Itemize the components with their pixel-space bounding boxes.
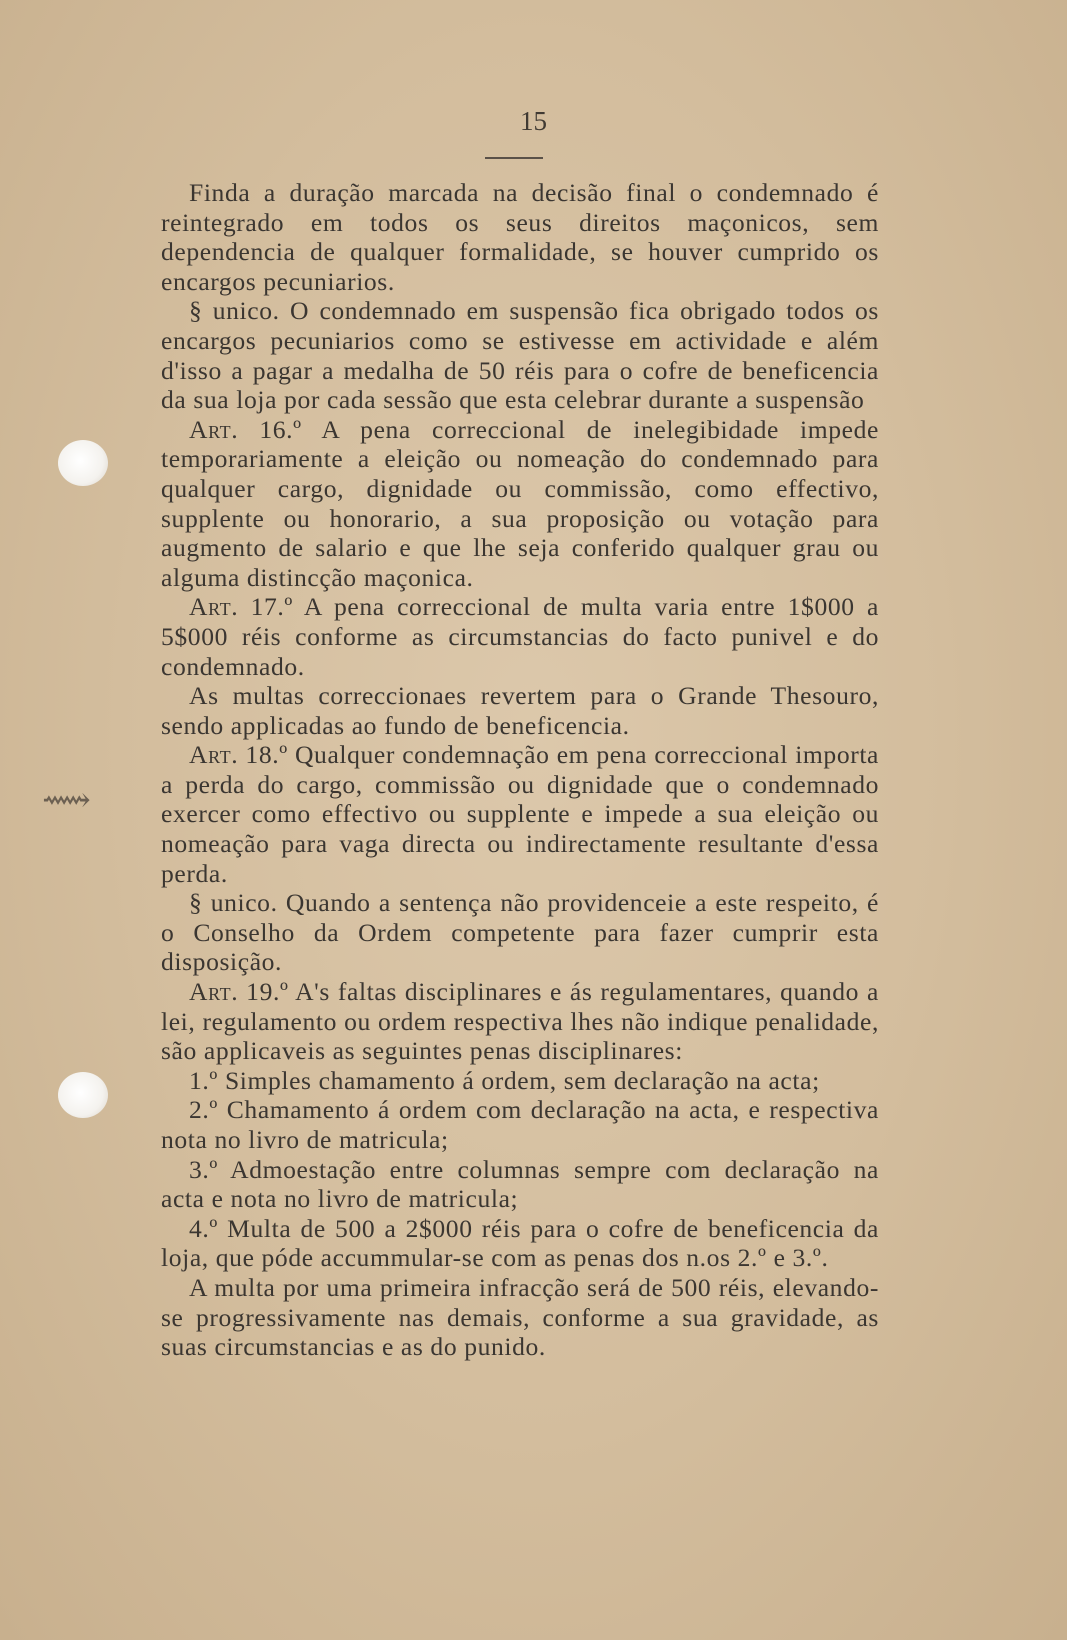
list-item-number: 4.º (189, 1213, 218, 1243)
article-text: A pena correccional de multa varia entre 1$000 a 5$000 réis conforme as circumstancias do facto punivel e do condemnado. (161, 592, 879, 681)
article (161, 592, 879, 681)
list-item-number: 2.º (189, 1095, 218, 1125)
punch-hole-top (58, 440, 108, 486)
paragraph-text: Quando a sentença não providenceie a este respeito, é o Conselho da Ordem competente para fazer cumprir esta disposição. (161, 888, 879, 977)
article-label: Art. 17.º (189, 592, 293, 622)
article-label: Art. 16.º (189, 414, 302, 444)
body-text (161, 178, 879, 1362)
article-label: Art. 18.º (189, 740, 288, 770)
article (161, 740, 879, 888)
paragraph-lead: § unico. (189, 888, 278, 918)
list-item-text: Admoestação entre columnas sempre com declaração na acta e nota no livro de matricula; (161, 1154, 879, 1214)
article (161, 415, 879, 593)
list-item (161, 1214, 879, 1273)
list-item-text: Simples chamamento á ordem, sem declaração na acta; (224, 1065, 820, 1095)
ink-smudge: ⟿ (42, 782, 87, 819)
list-item-text: Multa de 500 a 2$000 réis para o cofre de beneficencia da loja, que póde accummular-se com as penas dos n.os 2.º e 3.º. (161, 1213, 880, 1273)
punch-hole-bottom (58, 1072, 108, 1118)
article-text: A pena correccional de inelegibidade impede temporariamente a eleição ou nomeação do condemnado para qualquer cargo, dignidade ou commissão, como effectivo, supplente ou honorario, a sua proposição ou votação para augmento de salario e que lhe seja conferido qualquer grau ou alguma distincção maçonica. (161, 414, 879, 592)
header-rule (485, 157, 543, 159)
paragraph (161, 296, 879, 414)
paragraph-text: O condemnado em suspensão fica obrigado todos os encargos pecuniarios como se estivesse em actividade e além d'isso a pagar a medalha de 50 réis para o cofre de beneficencia da sua loja por cada sessão que esta celebrar durante a suspensão (161, 296, 879, 415)
list-item-number: 1.º (189, 1065, 218, 1095)
paragraph-text: As multas correccionaes revertem para o Grande Thesouro, sendo applicadas ao fundo de beneficencia. (161, 681, 879, 740)
paragraph-text: Finda a duração marcada na decisão final o condemnado é reintegrado em todos os seus direitos maçonicos, sem dependencia de qualquer formalidade, se houver cumprido os encargos pecuniarios. (161, 178, 879, 296)
article-label: Art. 19.º (189, 977, 289, 1007)
paragraph-lead: § unico. (189, 296, 280, 326)
paragraph (161, 681, 879, 740)
article (161, 977, 879, 1066)
paragraph (161, 178, 879, 296)
paragraph-text: A multa por uma primeira infracção será de 500 réis, elevando-se progressivamente nas demais, conforme a sua gravidade, as suas circumstancias e as do punido. (161, 1272, 879, 1362)
paragraph (161, 1273, 879, 1362)
paragraph (161, 888, 879, 977)
page-number: 15 (520, 106, 547, 136)
list-item (161, 1155, 879, 1214)
list-item (161, 1066, 879, 1096)
list-item-text: Chamamento á ordem com declaração na acta, e respectiva nota no livro de matricula; (161, 1095, 879, 1154)
article-text: Qualquer condemnação em pena correccional importa a perda do cargo, commissão ou dignidade que o condemnado exercer como effectivo ou supplente e impede a sua eleição ou nomeação para vaga directa ou indirectamente resultante d'essa perda. (161, 740, 880, 888)
article-text: A's faltas disciplinares e ás regulamentares, quando a lei, regulamento ou ordem respectiva lhes não indique penalidade, são applicaveis as seguintes penas disciplinares: (161, 977, 879, 1066)
list-item (161, 1095, 879, 1154)
list-item-number: 3.º (189, 1154, 218, 1184)
